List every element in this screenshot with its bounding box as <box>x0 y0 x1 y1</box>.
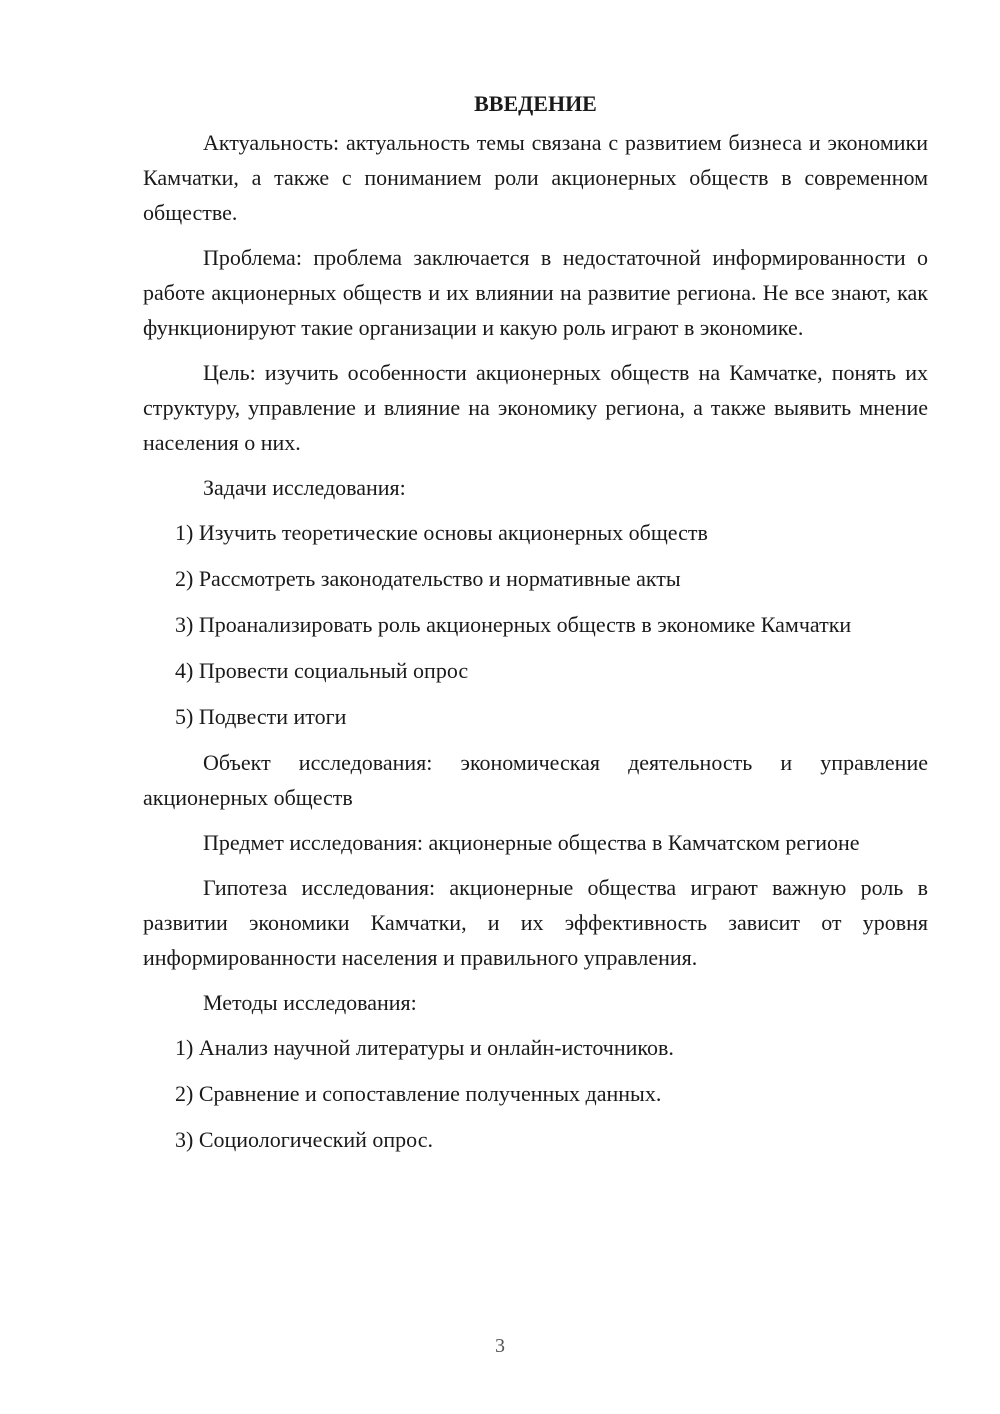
task-item-1: 1) Изучить теоретические основы акционерных обществ <box>175 520 708 545</box>
paragraph-object: Объект исследования: экономическая деятельность и управление акционерных обществ <box>143 750 928 810</box>
paragraph-subject: Предмет исследования: акционерные общества в Камчатском регионе <box>203 830 860 855</box>
section-heading: ВВЕДЕНИЕ <box>474 91 597 116</box>
method-item-3: 3) Социологический опрос. <box>175 1127 433 1152</box>
paragraph-methods-intro: Методы исследования: <box>203 990 417 1015</box>
paragraph-tasks-intro: Задачи исследования: <box>203 475 406 500</box>
method-item-2: 2) Сравнение и сопоставление полученных данных. <box>175 1081 662 1106</box>
document-page <box>143 90 928 1168</box>
paragraph-goal: Цель: изучить особенности акционерных обществ на Камчатке, понять их структуру, управление и влияние на экономику региона, а также выявить мнение населения о них. <box>143 360 928 455</box>
task-item-5: 5) Подвести итоги <box>175 704 347 729</box>
method-item-1: 1) Анализ научной литературы и онлайн-источников. <box>175 1035 674 1060</box>
task-item-4: 4) Провести социальный опрос <box>175 658 469 683</box>
task-item-3: 3) Проанализировать роль акционерных обществ в экономике Камчатки <box>175 612 852 637</box>
paragraph-hypothesis: Гипотеза исследования: акционерные общества играют важную роль в развитии экономики Камчатки, и их эффективность зависит от уровня информированности населения и правильного управления. <box>143 875 928 970</box>
page-number: 3 <box>495 1335 505 1357</box>
paragraph-problem: Проблема: проблема заключается в недостаточной информированности о работе акционерных обществ и их влиянии на развитие региона. Не все знают, как функционируют такие организации и какую роль играют в экономике. <box>143 245 928 340</box>
paragraph-relevance: Актуальность: актуальность темы связана с развитием бизнеса и экономики Камчатки, а также с пониманием роли акционерных обществ в современном обществе. <box>143 130 928 225</box>
task-item-2: 2) Рассмотреть законодательство и нормативные акты <box>175 566 681 591</box>
